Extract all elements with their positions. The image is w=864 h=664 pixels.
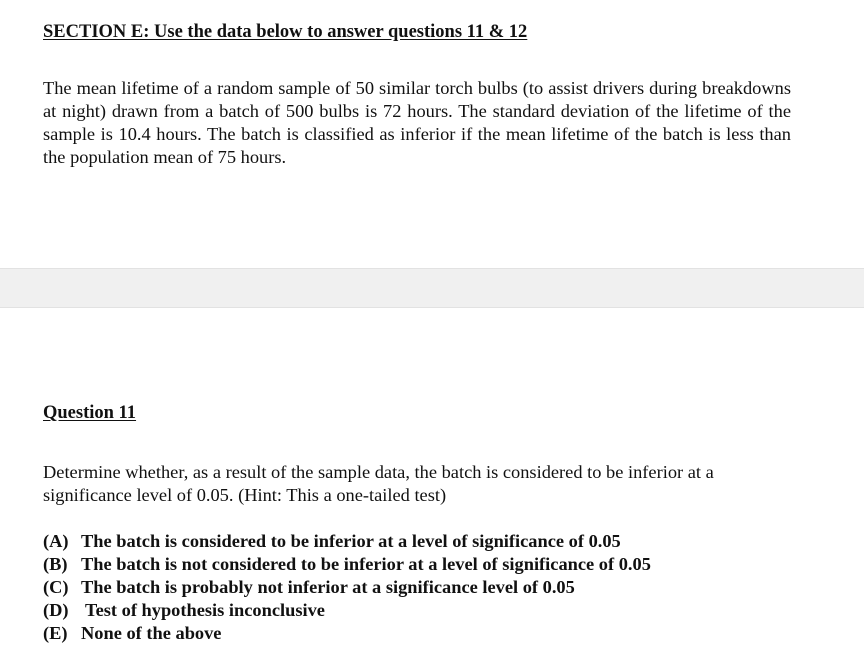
answer-options <box>43 530 651 645</box>
option-e[interactable] <box>43 622 651 645</box>
option-letter: (C) <box>43 577 69 597</box>
option-text: The batch is not considered to be inferior at a level of significance of 0.05 <box>81 554 651 574</box>
page-upper-region <box>0 0 864 268</box>
option-c[interactable] <box>43 576 651 599</box>
option-letter: (A) <box>43 531 69 551</box>
question-title: Question 11 <box>43 403 137 423</box>
question-text: Determine whether, as a result of the sample data, the batch is considered to be inferior at a significance level of 0.05. (Hint: This a one-tailed test) <box>43 462 714 505</box>
option-text: None of the above <box>81 623 222 643</box>
section-heading: SECTION E: Use the data below to answer questions 11 & 12 <box>43 22 528 42</box>
option-letter: (B) <box>43 554 68 574</box>
option-letter: (E) <box>43 623 68 643</box>
option-text: Test of hypothesis inconclusive <box>85 600 325 620</box>
option-b[interactable] <box>43 553 651 576</box>
option-text: The batch is considered to be inferior at a level of significance of 0.05 <box>81 531 621 551</box>
data-passage: The mean lifetime of a random sample of 50 similar torch bulbs (to assist drivers during breakdowns at night) drawn from a batch of 500 bulbs is 72 hours. The standard deviation of the lifetime of the sample is 10.4 hours. The batch is classified as inferior if the mean lifetime of the batch is less than the population mean of 75 hours. <box>43 78 791 167</box>
page-separator <box>0 268 864 308</box>
option-d[interactable] <box>43 599 651 622</box>
option-a[interactable] <box>43 530 651 553</box>
option-letter: (D) <box>43 600 69 620</box>
option-text: The batch is probably not inferior at a significance level of 0.05 <box>81 577 575 597</box>
